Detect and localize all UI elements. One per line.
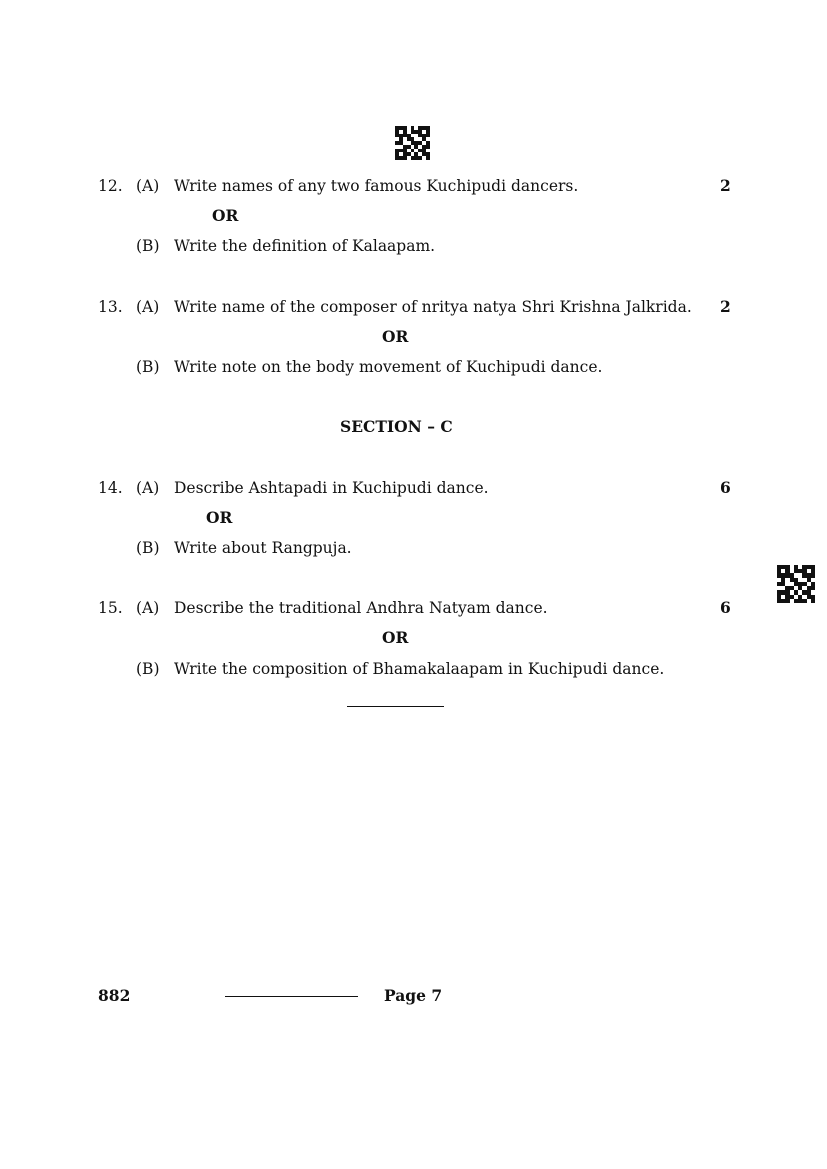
question-15-part-a-text: Describe the traditional Andhra Natyam dance. [174, 599, 548, 617]
question-14-number: 14. [98, 479, 123, 497]
question-13-part-b-text: Write note on the body movement of Kuchipudi dance. [174, 358, 603, 376]
question-12-part-b-label: (B) [136, 237, 160, 255]
question-12-part-b-text: Write the definition of Kalaapam. [174, 237, 436, 255]
footer-code: 882 [98, 986, 131, 1005]
question-14-part-a-label: (A) [136, 479, 160, 497]
question-14-part-b-label: (B) [136, 539, 160, 557]
question-13-part-a-label: (A) [136, 298, 160, 316]
question-14-part-a-text: Describe Ashtapadi in Kuchipudi dance. [174, 479, 489, 497]
question-14-part-b-text: Write about Rangpuja. [174, 539, 352, 557]
question-12-part-a-label: (A) [136, 177, 160, 195]
question-14-marks: 6 [720, 478, 731, 497]
question-13-marks: 2 [720, 297, 731, 316]
footer-rule [225, 996, 358, 997]
qr-code-top [395, 126, 430, 160]
question-12-part-a-text: Write names of any two famous Kuchipudi dancers. [174, 177, 579, 195]
question-15-part-a-label: (A) [136, 599, 160, 617]
question-12-number: 12. [98, 177, 123, 195]
question-13-part-a-text: Write name of the composer of nritya natya Shri Krishna Jalkrida. [174, 298, 692, 316]
footer-page-label: Page 7 [384, 986, 443, 1005]
section-heading: SECTION – C [340, 417, 453, 436]
question-15-part-b-label: (B) [136, 660, 160, 678]
qr-code-side [777, 565, 815, 603]
question-15-number: 15. [98, 599, 123, 617]
question-15-or: OR [382, 628, 409, 647]
question-13-part-b-label: (B) [136, 358, 160, 376]
question-13-number: 13. [98, 298, 123, 316]
question-13-or: OR [382, 327, 409, 346]
end-of-questions-rule [347, 706, 444, 707]
question-15-part-b-text: Write the composition of Bhamakalaapam in Kuchipudi dance. [174, 660, 665, 678]
question-12-marks: 2 [720, 176, 731, 195]
question-14-or: OR [206, 508, 233, 527]
question-15-marks: 6 [720, 598, 731, 617]
question-12-or: OR [212, 206, 239, 225]
